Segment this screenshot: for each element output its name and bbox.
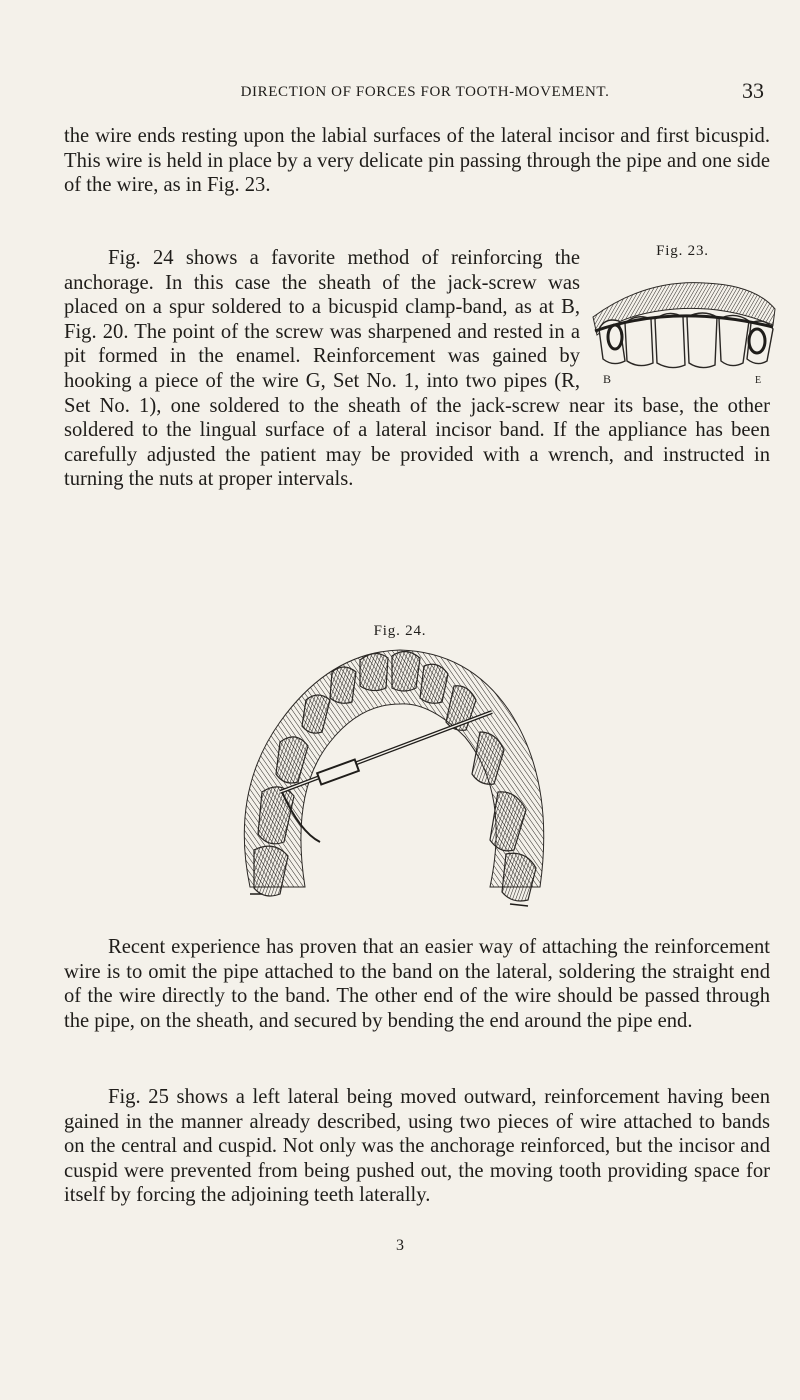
paragraph-3: Recent experience has proven that an easier way of attaching the reinforcement wire is to omit the pipe attached to the band on the lateral, soldering the straight end of the wire directly to the band. The other end of the wire should be passed through the pipe, on the sheath, and secured by bending the end around the pipe end. xyxy=(64,936,770,1032)
figure-23-label-e: E xyxy=(755,375,762,386)
running-title: DIRECTION OF FORCES FOR TOOTH-MOVEMENT. xyxy=(240,84,610,100)
paragraph-4: Fig. 25 shows a left lateral being moved outward, reinforcement having been gained in the manner already described, using two pieces of wire attached to bands on the central and cuspid. Not only was the anchorage reinforced, but the incisor and cuspid were prevented from being pushed out, the moving tooth providing space for itself by forcing the adjoining teeth laterally. xyxy=(64,1086,770,1207)
page-number: 33 xyxy=(742,78,764,103)
figure-23-illustration xyxy=(585,269,780,389)
figure-23-caption: Fig. 23. xyxy=(656,243,709,259)
figure-23-label-b: B xyxy=(603,372,612,386)
paragraph-2-text: Fig. 24 shows a favorite method of reinforcing the anchorage. In this case the sheath of the jack-screw was placed on a spur soldered to a bicuspid clamp-band, as at B, Fig. 20. The point of the screw was sharpened and rested in a pit formed in the enamel. Reinforcement was gained by hooking a piece of the wire G, Set No. 1, into two pipes (R, Set No. 1), one soldered to the sheath of the jack-screw near its base, the other soldered to the lingual surface of a lateral incisor band. If the appliance has been carefully adjusted the patient may be provided with a wrench, and instructed in turning the nuts at proper intervals. xyxy=(64,247,770,491)
figure-24-caption: Fig. 24. xyxy=(373,623,427,639)
signature-mark: 3 xyxy=(396,1237,404,1254)
figure-24-illustration xyxy=(210,642,590,912)
paragraph-1: the wire ends resting upon the labial surfaces of the lateral incisor and first bicuspid. This wire is held in place by a very delicate pin passing through the pipe and one side of the wire, as in Fig. 23. xyxy=(64,125,770,197)
figure-23 xyxy=(585,243,780,388)
